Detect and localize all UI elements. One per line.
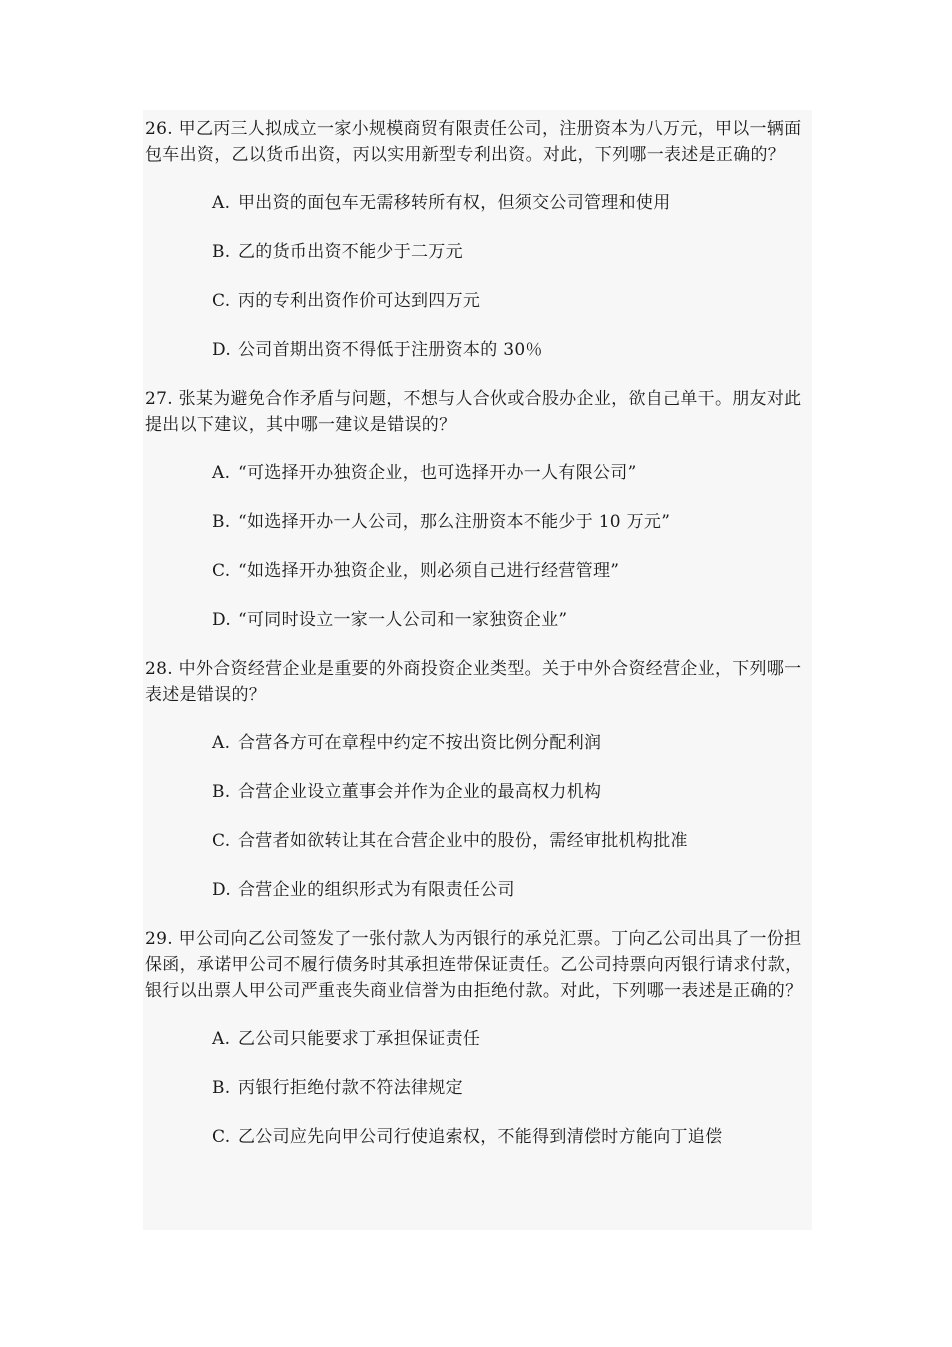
question-29 (145, 926, 810, 1150)
option-letter: D. (212, 610, 232, 630)
option-text: 甲出资的面包车无需移转所有权，但须交公司管理和使用 (238, 193, 671, 213)
option-letter: D. (212, 340, 232, 360)
option-d (212, 877, 810, 903)
option-text: 乙公司只能要求丁承担保证责任 (238, 1029, 481, 1049)
document-content (145, 116, 810, 1173)
option-c (212, 828, 810, 854)
question-27 (145, 386, 810, 633)
option-a (212, 730, 810, 756)
option-text: 丙银行拒绝付款不符法律规定 (238, 1078, 463, 1098)
option-letter: D. (212, 880, 232, 900)
option-letter: C. (212, 1127, 231, 1147)
question-26 (145, 116, 810, 363)
option-letter: B. (212, 512, 231, 532)
option-letter: A. (212, 193, 231, 213)
option-text: 乙公司应先向甲公司行使追索权，不能得到清偿时方能向丁追偿 (238, 1127, 723, 1147)
option-text: “如选择开办独资企业，则必须自己进行经营管理” (238, 561, 620, 581)
option-letter: A. (212, 1029, 231, 1049)
option-letter: B. (212, 242, 231, 262)
option-b (212, 1075, 810, 1101)
option-c (212, 1124, 810, 1150)
option-a (212, 460, 810, 486)
option-a (212, 1026, 810, 1052)
question-28 (145, 656, 810, 903)
option-text: “可同时设立一家一人公司和一家独资企业” (238, 610, 568, 630)
option-letter: C. (212, 831, 231, 851)
option-text: “如选择开办一人公司，那么注册资本不能少于 10 万元” (238, 512, 671, 532)
option-c (212, 558, 810, 584)
option-text: 合营企业的组织形式为有限责任公司 (238, 880, 515, 900)
option-letter: B. (212, 1078, 231, 1098)
option-text: 合营企业设立董事会并作为企业的最高权力机构 (238, 782, 602, 802)
option-d (212, 607, 810, 633)
option-text: 合营者如欲转让其在合营企业中的股份，需经审批机构批准 (238, 831, 688, 851)
question-stem: 26. 甲乙丙三人拟成立一家小规模商贸有限责任公司，注册资本为八万元，甲以一辆面包车出资，乙以货币出资，丙以实用新型专利出资。对此，下列哪一表述是正确的？ (145, 119, 802, 165)
option-letter: B. (212, 782, 231, 802)
option-d (212, 337, 810, 363)
option-text: “可选择开办独资企业，也可选择开办一人有限公司” (238, 463, 637, 483)
question-stem: 29. 甲公司向乙公司签发了一张付款人为丙银行的承兑汇票。丁向乙公司出具了一份担保函，承诺甲公司不履行债务时其承担连带保证责任。乙公司持票向丙银行请求付款，银行以出票人甲公司严重丧失商业信誉为由拒绝付款。对此，下列哪一表述是正确的？ (145, 929, 803, 1001)
option-text: 丙的专利出资作价可达到四万元 (238, 291, 481, 311)
question-stem: 27. 张某为避免合作矛盾与问题，不想与人合伙或合股办企业，欲自己单干。朋友对此提出以下建议，其中哪一建议是错误的？ (145, 389, 802, 435)
option-letter: A. (212, 733, 231, 753)
option-b (212, 239, 810, 265)
option-c (212, 288, 810, 314)
option-text: 公司首期出资不得低于注册资本的 30％ (238, 340, 543, 360)
option-b (212, 509, 810, 535)
option-b (212, 779, 810, 805)
option-text: 乙的货币出资不能少于二万元 (238, 242, 463, 262)
option-letter: C. (212, 291, 231, 311)
option-text: 合营各方可在章程中约定不按出资比例分配利润 (238, 733, 602, 753)
option-letter: C. (212, 561, 231, 581)
question-stem: 28. 中外合资经营企业是重要的外商投资企业类型。关于中外合资经营企业，下列哪一表述是错误的？ (145, 659, 802, 705)
option-a (212, 190, 810, 216)
option-letter: A. (212, 463, 231, 483)
